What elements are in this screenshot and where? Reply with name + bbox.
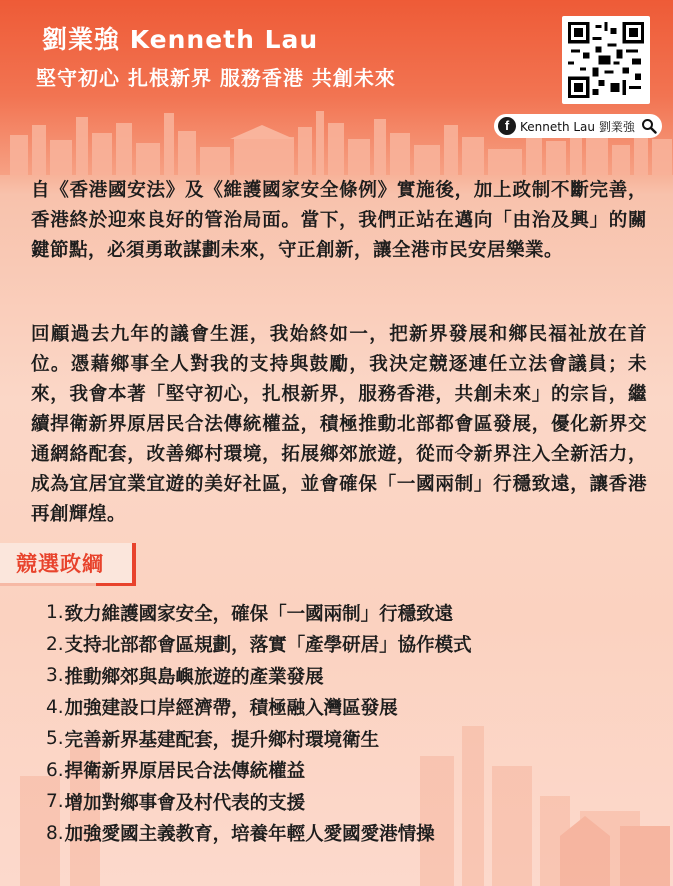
section-title-platform: 競選政綱 — [0, 543, 136, 583]
page-title: 劉業強 Kenneth Lau — [42, 25, 319, 54]
policy-item: 7. 增加對鄉事會及村代表的支援 — [46, 791, 306, 814]
policy-item: 6. 捍衛新界原居民合法傳統權益 — [46, 759, 306, 783]
search-icon[interactable] — [641, 118, 657, 134]
intro-paragraph: 自《香港國安法》及《維護國家安全條例》實施後，加上政制不斷完善，香港終於迎來良好的管治局面。當下，我們正站在邁向「由治及興」的關鍵節點，必須勇敢謀劃未來，守正創新，讓全港市民安居樂業。 — [31, 180, 647, 261]
policy-item: 2. 支持北部都會區規劃，落實「產學研居」協作模式 — [46, 633, 472, 657]
policy-item: 5. 完善新界基建配套，提升鄉村環境衛生 — [46, 728, 380, 751]
facebook-icon: f — [498, 117, 516, 135]
qr-code-icon[interactable] — [562, 16, 650, 104]
policy-item: 3. 推動鄉郊與島嶼旅遊的產業發展 — [46, 665, 324, 688]
policy-item: 1. 致力維護國家安全，確保「一國兩制」行穩致遠 — [46, 602, 454, 625]
header-banner — [0, 0, 673, 175]
facebook-page-name: Kenneth Lau 劉業強 — [520, 119, 635, 134]
policy-item: 8. 加強愛國主義教育，培養年輕人愛國愛港情操 — [46, 822, 435, 846]
slogan-subtitle: 堅守初心 扎根新界 服務香港 共創未來 — [36, 66, 396, 90]
facebook-search-bar[interactable] — [494, 114, 662, 138]
career-paragraph: 回顧過去九年的議會生涯，我始終如一，把新界發展和鄉民福祉放在首位。憑藉鄉事全人對我的支持與鼓勵，我決定競逐連任立法會議員；未來，我會本著「堅守初心，扎根新界，服務香港，共創未來」的宗旨，繼續捍衛新界原居民合法傳統權益，積極推動北部都會區發展，優化新界交通網絡配套，改善鄉村環境，拓展鄉郊旅遊，從而令新界注入全新活力，成為宜居宜業宜遊的美好社區，並會確保「一國兩制」行穩致遠，讓香港再創輝煌。 — [31, 324, 647, 525]
policy-list — [46, 597, 472, 849]
policy-item: 4. 加強建設口岸經濟帶，積極融入灣區發展 — [46, 696, 398, 720]
